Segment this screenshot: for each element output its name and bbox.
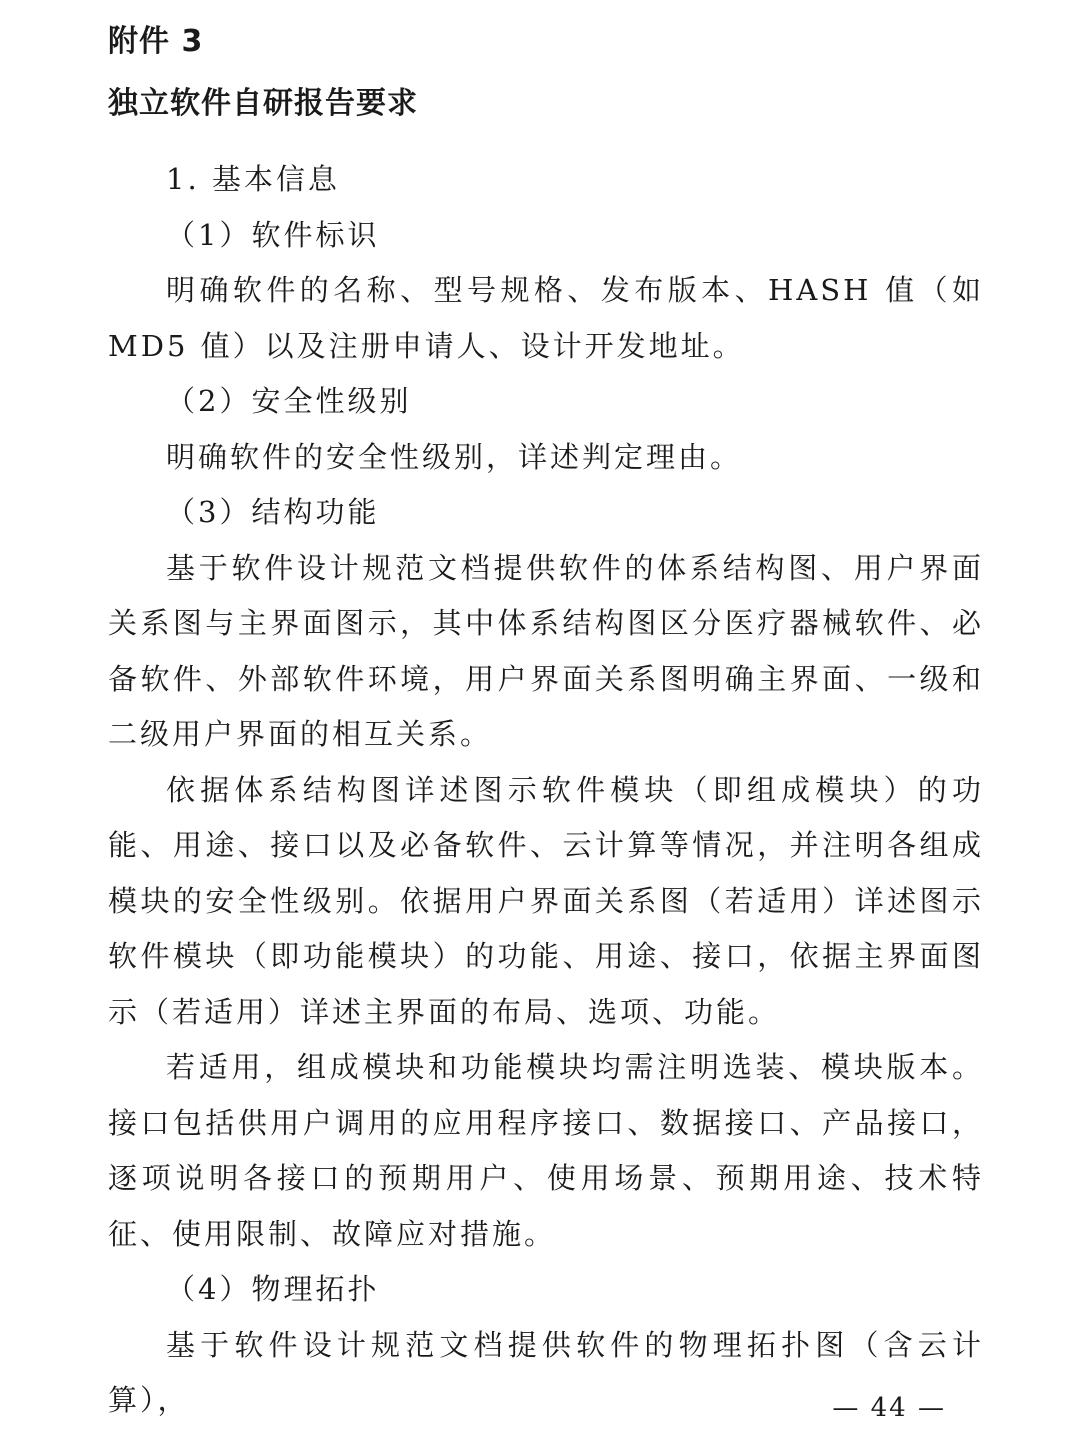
subheading-structure-function: （3）结构功能 bbox=[166, 495, 380, 529]
subheading-software-id: （1）软件标识 bbox=[166, 217, 380, 252]
paragraph-structure-1: 基于软件设计规范文档提供软件的体系结构图、用户界面关系图与主界面图示，其中体系结构图区分医疗器械软件、必备软件、外部软件环境，用户界面关系图明确主界面、一级和二级用户界面的相互关系。 bbox=[108, 550, 984, 751]
section-heading-basic-info: 1. 基本信息 bbox=[166, 162, 340, 196]
paragraph-physical-topology: 基于软件设计规范文档提供软件的物理拓扑图（含云计算）， bbox=[108, 1327, 984, 1417]
paragraph-structure-2: 依据体系结构图详述图示软件模块（即组成模块）的功能、用途、接口以及必备软件、云计算等情况，并注明各组成模块的安全性级别。依据用户界面关系图（若适用）详述图示软件模块（即功能模块）的功能、用途、接口，依据主界面图示（若适用）详述主界面的布局、选项、功能。 bbox=[108, 772, 984, 1029]
subheading-physical-topology: （4）物理拓扑 bbox=[166, 1272, 380, 1306]
paragraph-safety-level: 明确软件的安全性级别，详述判定理由。 bbox=[166, 439, 743, 474]
document-title: 独立软件自研报告要求 bbox=[108, 86, 418, 121]
paragraph-structure-3: 若适用，组成模块和功能模块均需注明选装、模块版本。接口包括供用户调用的应用程序接口、数据接口、产品接口，逐项说明各接口的预期用户、使用场景、预期用途、技术特征、使用限制、故障应对措施。 bbox=[108, 1050, 984, 1251]
subheading-safety-level: （2）安全性级别 bbox=[166, 384, 412, 418]
attachment-label: 附件 3 bbox=[108, 24, 204, 59]
paragraph-software-id: 明确软件的名称、型号规格、发布版本、HASH 值（如 MD5 值）以及注册申请人、设计开发地址。 bbox=[108, 273, 984, 363]
page-number: — 44 — bbox=[832, 1393, 946, 1423]
document-body bbox=[108, 152, 984, 1429]
